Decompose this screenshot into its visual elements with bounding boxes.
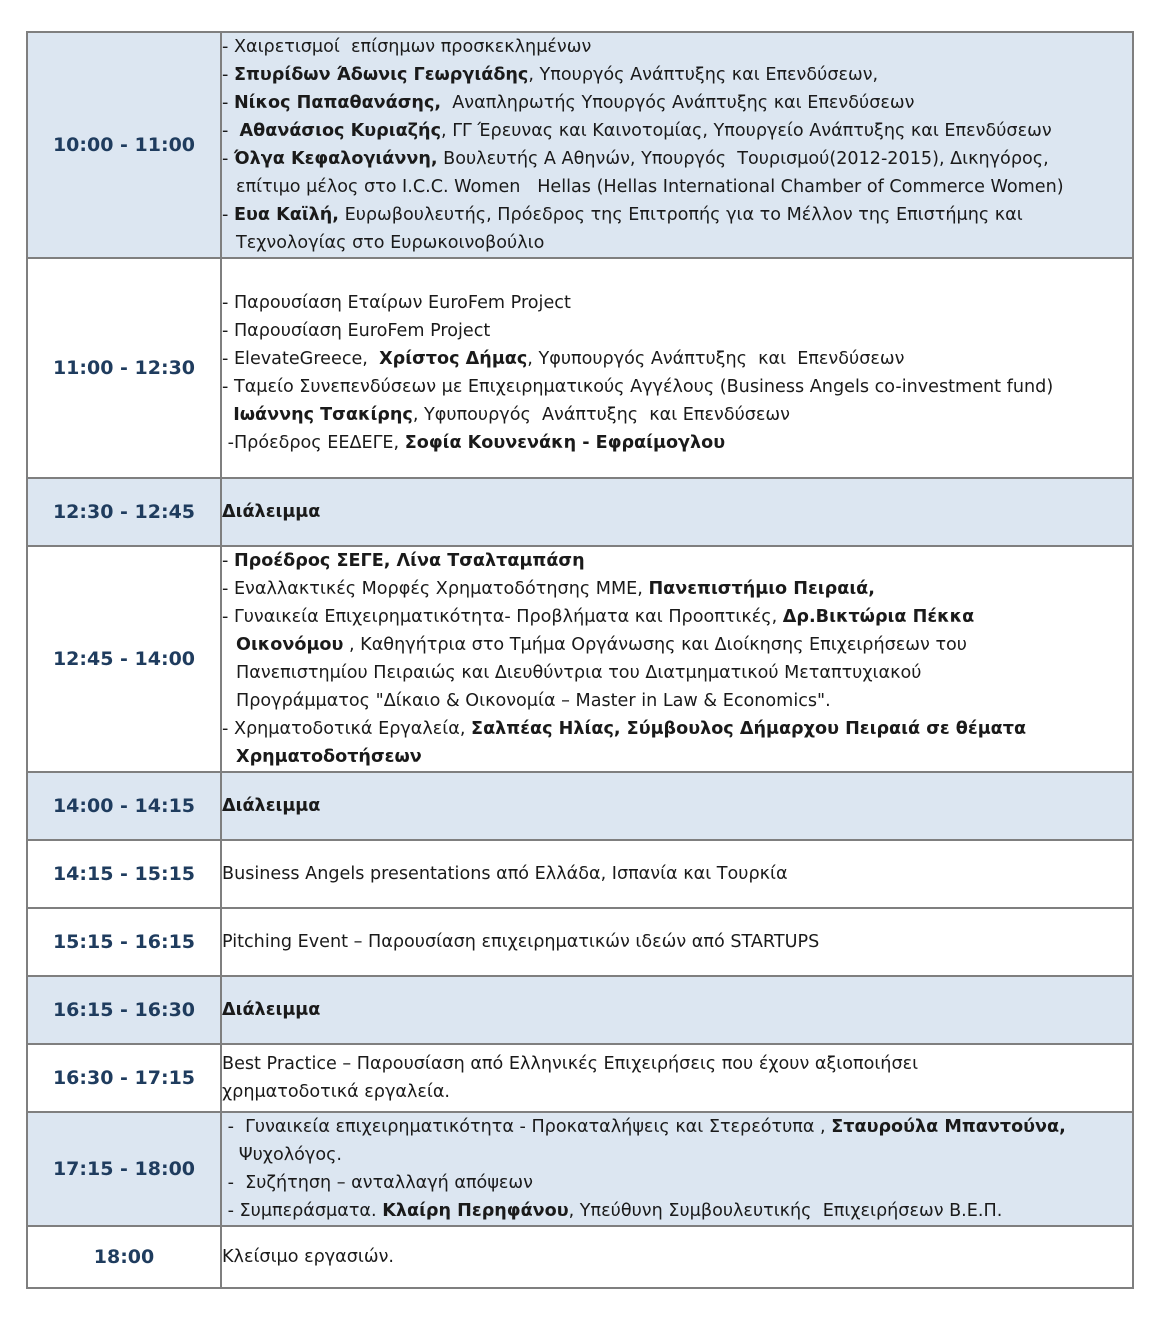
speaker-line: - Προέδρος ΣΕΓΕ, Λίνα Τσαλταμπάση: [222, 551, 585, 571]
time-slot: 16:30 - 17:15: [27, 1044, 221, 1112]
speaker-line: - Ευα Καϊλή, Ευρωβουλευτής, Πρόεδρος της Επιτροπής για το Μέλλον της Επιστήμης και: [222, 205, 1023, 225]
agenda-row: [27, 546, 1133, 772]
speaker-line: - Συμπεράσματα. Κλαίρη Περηφάνου, Υπεύθυνη Συμβουλευτικής Επιχειρήσεων Β.Ε.Π.: [222, 1201, 1003, 1221]
agenda-row: [27, 258, 1133, 478]
agenda-row: [27, 840, 1133, 908]
speaker-line: - Αθανάσιος Κυριαζής, ΓΓ Έρευνας και Καινοτομίας, Υπουργείο Ανάπτυξης και Επενδύσεων: [222, 121, 1052, 141]
speaker-name: Οικονόμου: [236, 635, 344, 655]
speaker-name: Όλγα Κεφαλογιάννη,: [233, 149, 438, 169]
detail-line: Τεχνολογίας στο Ευρωκοινοβούλιο: [236, 233, 545, 253]
detail-line: Πανεπιστημίου Πειραιώς και Διευθύντρια του Διατμηματικού Μεταπτυχιακού: [236, 663, 922, 683]
speaker-line: - ElevateGreece, Χρίστος Δήμας, Υφυπουργός Ανάπτυξης και Επενδύσεων: [222, 349, 905, 369]
speaker-name: Σοφία Κουνενάκη - Εφραίμογλου: [404, 433, 726, 453]
break-label: Διάλειμμα: [221, 478, 1133, 546]
speaker-name: Προέδρος ΣΕΓΕ, Λίνα Τσαλταμπάση: [233, 551, 585, 571]
break-label: Διάλειμμα: [221, 772, 1133, 840]
break-label: Διάλειμμα: [221, 976, 1133, 1044]
session-text: Pitching Event – Παρουσίαση επιχειρηματικών ιδεών από STARTUPS: [221, 908, 1133, 976]
detail-line: Προγράμματος "Δίκαιο & Οικονομία – Master in Law & Economics".: [236, 691, 831, 711]
detail-line: Ψυχολόγος.: [222, 1145, 343, 1165]
speaker-name: Σαλπέας Ηλίας, Σύμβουλος Δήμαρχου Πειραιά σε θέματα: [471, 719, 1027, 739]
speaker-line: Ιωάννης Τσακίρης, Υφυπουργός Ανάπτυξης και Επενδύσεων: [233, 405, 790, 425]
speaker-name: Νίκος Παπαθανάσης,: [233, 93, 442, 113]
session-details: [221, 546, 1133, 772]
time-slot: 11:00 - 12:30: [27, 258, 221, 478]
speaker-name: Δρ.Βικτώρια Πέκκα: [782, 607, 975, 627]
session-text: Κλείσιμο εργασιών.: [221, 1226, 1133, 1288]
speaker-name: Κλαίρη Περηφάνου: [382, 1201, 569, 1221]
time-slot: 14:15 - 15:15: [27, 840, 221, 908]
speaker-line: - Χρηματοδοτικά Εργαλεία, Σαλπέας Ηλίας, Σύμβουλος Δήμαρχου Πειραιά σε θέματα: [222, 719, 1027, 739]
agenda-row: [27, 478, 1133, 546]
detail-line: - Παρουσίαση Εταίρων EuroFem Project: [222, 293, 571, 313]
detail-line: χρηματοδοτικά εργαλεία.: [222, 1082, 451, 1102]
speaker-line: - Όλγα Κεφαλογιάννη, Βουλευτής Α Αθηνών, Υπουργός Τουρισμού(2012-2015), Δικηγόρος,: [222, 149, 1049, 169]
detail-line: Best Practice – Παρουσίαση από Ελληνικές Επιχειρήσεις που έχουν αξιοποιήσει: [222, 1054, 919, 1074]
time-slot: 12:30 - 12:45: [27, 478, 221, 546]
agenda-row: [27, 908, 1133, 976]
speaker-name: Χρηματοδοτήσεων: [236, 747, 422, 767]
time-slot: 14:00 - 14:15: [27, 772, 221, 840]
agenda-row: [27, 1112, 1133, 1226]
time-slot: 15:15 - 16:15: [27, 908, 221, 976]
detail-line: επίτιμο μέλος στο I.C.C. Women Hellas (Hellas International Chamber of Commerce Women): [236, 177, 1064, 197]
detail-line: - Χαιρετισμοί επίσημων προσκεκλημένων: [222, 37, 592, 57]
speaker-line: - Σπυρίδων Άδωνις Γεωργιάδης, Υπουργός Ανάπτυξης και Επενδύσεων,: [222, 65, 879, 85]
time-slot: 10:00 - 11:00: [27, 32, 221, 258]
speaker-line: -Πρόεδρος ΕΕΔΕΓΕ, Σοφία Κουνενάκη - Εφραίμογλου: [222, 433, 726, 453]
speaker-name: Σταυρούλα Μπαντούνα,: [831, 1117, 1066, 1137]
speaker-name: Πανεπιστήμιο Πειραιά,: [648, 579, 875, 599]
agenda-row: [27, 1044, 1133, 1112]
session-text: Business Angels presentations από Ελλάδα, Ισπανία και Τουρκία: [221, 840, 1133, 908]
agenda-row: [27, 1226, 1133, 1288]
speaker-line: - Εναλλακτικές Μορφές Χρηματοδότησης ΜΜΕ, Πανεπιστήμιο Πειραιά,: [222, 579, 875, 599]
speaker-name: Ιωάννης Τσακίρης: [233, 405, 413, 425]
detail-line: - Παρουσίαση EuroFem Project: [222, 321, 491, 341]
agenda-row: [27, 772, 1133, 840]
session-details: [221, 32, 1133, 258]
time-slot: 12:45 - 14:00: [27, 546, 221, 772]
speaker-line: Οικονόμου , Καθηγήτρια στο Τμήμα Οργάνωσης και Διοίκησης Επιχειρήσεων του: [236, 635, 967, 655]
speaker-name: Ευα Καϊλή,: [233, 205, 339, 225]
detail-line: - Ταμείο Συνεπενδύσεων με Επιχειρηματικούς Αγγέλους (Business Angels co-investment fund): [222, 377, 1054, 397]
time-slot: 18:00: [27, 1226, 221, 1288]
time-slot: 16:15 - 16:30: [27, 976, 221, 1044]
detail-line: - Συζήτηση – ανταλλαγή απόψεων: [222, 1173, 533, 1193]
speaker-line: - Γυναικεία επιχειρηματικότητα - Προκαταλήψεις και Στερεότυπα , Σταυρούλα Μπαντούνα,: [222, 1117, 1066, 1137]
speaker-line: [222, 743, 1132, 771]
speaker-name: Αθανάσιος Κυριαζής: [239, 121, 442, 141]
speaker-name: Σπυρίδων Άδωνις Γεωργιάδης: [233, 65, 529, 85]
agenda-row: [27, 32, 1133, 258]
speaker-line: - Γυναικεία Επιχειρηματικότητα- Προβλήματα και Προοπτικές, Δρ.Βικτώρια Πέκκα: [222, 607, 975, 627]
agenda-table: [26, 31, 1134, 1289]
session-details: [221, 1044, 1133, 1112]
time-slot: 17:15 - 18:00: [27, 1112, 221, 1226]
session-details: [221, 1112, 1133, 1226]
speaker-line: - Νίκος Παπαθανάσης, Αναπληρωτής Υπουργός Ανάπτυξης και Επενδύσεων: [222, 93, 915, 113]
speaker-name: Χρίστος Δήμας: [379, 349, 528, 369]
session-details: [221, 258, 1133, 478]
agenda-row: [27, 976, 1133, 1044]
